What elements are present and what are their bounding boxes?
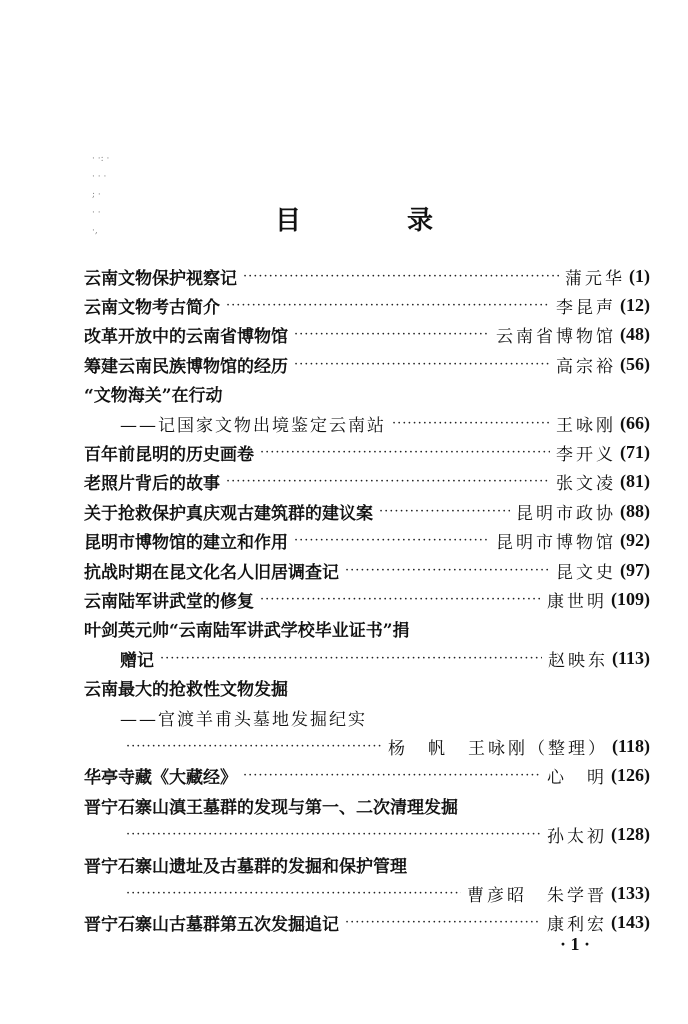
entry-author: 昆文史 <box>556 562 616 583</box>
entry-title: 百年前昆明的历史画卷 <box>84 444 254 465</box>
entry-author: 康利宏 <box>547 915 607 936</box>
entry-page: (12) <box>620 294 650 315</box>
dot-leader <box>160 651 542 666</box>
dot-leader <box>226 298 550 313</box>
dot-leader <box>260 445 550 460</box>
entry-author: 昆明市政协 <box>516 503 616 524</box>
entry-title: 晋宁石寨山遗址及古墓群的发掘和保护管理 <box>84 856 407 877</box>
entry-page: (66) <box>620 412 650 433</box>
toc-entry <box>84 850 650 878</box>
dot-leader <box>243 269 559 284</box>
entry-author: 李开义 <box>556 444 616 465</box>
entry-author: 心 明 <box>547 768 607 789</box>
dot-leader <box>126 827 541 842</box>
entry-page: (88) <box>620 500 650 521</box>
scan-specks: · ·: · · · · ; · · · ·, <box>92 154 110 236</box>
entry-page: (71) <box>620 441 650 462</box>
entry-title: 昆明市博物馆的建立和作用 <box>84 533 288 554</box>
entry-title: 云南文物保护视察记 <box>84 268 237 289</box>
entry-title: 改革开放中的云南省博物馆 <box>84 327 288 348</box>
entry-author: 云南省博物馆 <box>496 327 616 348</box>
toc-entry <box>84 262 650 290</box>
entry-page: (143) <box>611 912 650 933</box>
dot-leader <box>126 886 461 901</box>
page-number: · 1 · <box>560 934 591 954</box>
page-title: 目 录 <box>274 206 473 236</box>
entry-author: 蒲元华 <box>565 268 625 289</box>
toc-entry <box>120 821 650 849</box>
entry-author: 赵映东 <box>548 650 608 671</box>
entry-title: 华亭寺藏《大藏经》 <box>84 768 237 789</box>
entry-author: 昆明市博物馆 <box>496 533 616 554</box>
dot-leader <box>226 474 550 489</box>
toc-entry <box>84 321 650 349</box>
entry-page: (133) <box>611 882 650 903</box>
entry-title: 云南最大的抢救性文物发掘 <box>84 680 288 701</box>
entry-title: 云南文物考古简介 <box>84 297 220 318</box>
toc-entry <box>84 762 650 790</box>
entry-subtitle: ——官渡羊甫头墓地发掘纪实 <box>120 709 367 730</box>
dot-leader <box>126 739 382 754</box>
toc-entry <box>120 644 650 672</box>
entry-author: 张文凌 <box>556 474 616 495</box>
entry-page: (97) <box>620 559 650 580</box>
toc-entry <box>84 291 650 319</box>
toc-entry <box>84 674 650 702</box>
entry-page: (113) <box>612 647 650 668</box>
entry-page: (81) <box>620 471 650 492</box>
entry-author: 康世明 <box>547 591 607 612</box>
entry-page: (92) <box>620 530 650 551</box>
entry-page: (128) <box>611 824 650 845</box>
entry-page: (1) <box>629 265 650 286</box>
entry-page: (118) <box>612 735 650 756</box>
entry-title: 叶剑英元帅“云南陆军讲武学校毕业证书”捐 <box>84 621 410 642</box>
dot-leader <box>392 416 550 431</box>
entry-page: (126) <box>611 765 650 786</box>
toc-entry <box>84 380 650 408</box>
entry-title: 晋宁石寨山滇王墓群的发现与第一、二次清理发掘 <box>84 797 458 818</box>
entry-author: 王咏刚 <box>556 415 616 436</box>
toc-entry <box>84 556 650 584</box>
dot-leader <box>345 563 550 578</box>
toc-entry <box>84 497 650 525</box>
dot-leader <box>294 327 490 342</box>
entry-author: 杨 帆 王咏刚（整理） <box>388 738 608 759</box>
dot-leader <box>260 592 541 607</box>
toc-entry <box>84 438 650 466</box>
toc-entry <box>120 879 650 907</box>
entry-title: 筹建云南民族博物馆的经历 <box>84 356 288 377</box>
entry-author: 高宗裕 <box>556 356 616 377</box>
entry-title: “文物海关”在行动 <box>84 386 223 407</box>
entry-author: 李昆声 <box>556 297 616 318</box>
dot-leader <box>379 504 510 519</box>
entry-title: 关于抢救保护真庆观古建筑群的建议案 <box>84 503 373 524</box>
entry-page: (56) <box>620 353 650 374</box>
entry-title: 赠记 <box>120 650 154 671</box>
toc-entry <box>84 791 650 819</box>
toc-entry <box>120 703 650 731</box>
entry-title: 晋宁石寨山古墓群第五次发掘追记 <box>84 915 339 936</box>
toc-entry <box>120 409 650 437</box>
dot-leader <box>294 357 550 372</box>
toc-entry <box>84 909 650 937</box>
toc-entry <box>84 585 650 613</box>
dot-leader <box>345 915 541 930</box>
entry-page: (48) <box>620 324 650 345</box>
toc-entry <box>84 468 650 496</box>
toc-entry <box>84 350 650 378</box>
entry-author: 曹彦昭 朱学晋 <box>467 885 607 906</box>
toc-entry <box>84 615 650 643</box>
dot-leader <box>243 768 541 783</box>
toc-entry <box>120 732 650 760</box>
entry-author: 孙太初 <box>547 827 607 848</box>
entry-title: 云南陆军讲武堂的修复 <box>84 591 254 612</box>
dot-leader <box>294 533 490 548</box>
entry-title: 抗战时期在昆文化名人旧居调查记 <box>84 562 339 583</box>
entry-title: 老照片背后的故事 <box>84 474 220 495</box>
entry-subtitle: ——记国家文物出境鉴定云南站 <box>120 415 386 436</box>
entry-page: (109) <box>611 588 650 609</box>
toc-entry <box>84 527 650 555</box>
